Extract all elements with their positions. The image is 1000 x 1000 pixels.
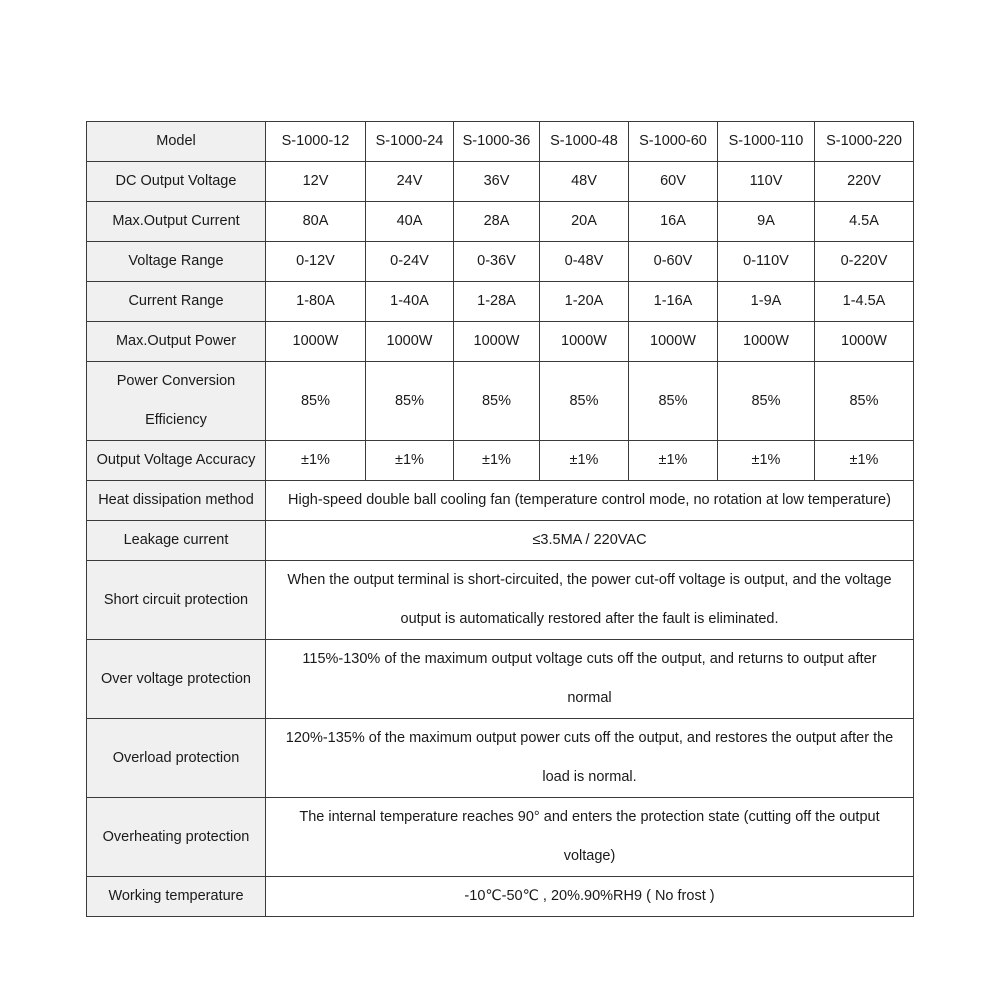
- spec-text-cell: [266, 561, 914, 640]
- value-cell: 0-60V: [629, 242, 718, 282]
- model-cell: S-1000-12: [266, 122, 366, 162]
- spec-text-line: load is normal.: [542, 769, 637, 785]
- row-label: Heat dissipation method: [87, 481, 266, 521]
- model-cell: S-1000-24: [366, 122, 454, 162]
- spec-text-line: When the output terminal is short-circuited, the power cut-off voltage is output, and the voltage: [287, 572, 892, 588]
- row-over-voltage-protection: [87, 640, 914, 719]
- value-cell: 85%: [718, 362, 815, 441]
- row-label: Output Voltage Accuracy: [87, 441, 266, 481]
- row-max-output-current: [87, 202, 914, 242]
- row-leakage-current: [87, 521, 914, 561]
- value-cell: 85%: [366, 362, 454, 441]
- value-cell: 48V: [540, 162, 629, 202]
- value-cell: 85%: [540, 362, 629, 441]
- spec-text-cell: [266, 719, 914, 798]
- value-cell: 24V: [366, 162, 454, 202]
- row-label: Short circuit protection: [87, 561, 266, 640]
- value-cell: 80A: [266, 202, 366, 242]
- row-power-conversion-efficiency: [87, 362, 914, 441]
- row-heat-dissipation-method: [87, 481, 914, 521]
- value-cell: 85%: [815, 362, 914, 441]
- row-label: Model: [87, 122, 266, 162]
- value-cell: ±1%: [629, 441, 718, 481]
- value-cell: ±1%: [718, 441, 815, 481]
- spec-text-cell: [266, 521, 914, 561]
- value-cell: 60V: [629, 162, 718, 202]
- spec-text-line: output is automatically restored after the fault is eliminated.: [400, 611, 779, 627]
- value-cell: 1-80A: [266, 282, 366, 322]
- model-cell: S-1000-60: [629, 122, 718, 162]
- row-label: Over voltage protection: [87, 640, 266, 719]
- spec-text-cell: [266, 640, 914, 719]
- spec-text-cell: [266, 481, 914, 521]
- row-max-output-power: [87, 322, 914, 362]
- value-cell: 1000W: [718, 322, 815, 362]
- row-label: Leakage current: [87, 521, 266, 561]
- spec-text-line: High-speed double ball cooling fan (temperature control mode, no rotation at low temperature): [288, 492, 891, 508]
- model-cell: S-1000-220: [815, 122, 914, 162]
- spec-text-line: voltage): [563, 848, 616, 864]
- row-overload-protection: [87, 719, 914, 798]
- value-cell: ±1%: [366, 441, 454, 481]
- row-model: [87, 122, 914, 162]
- row-working-temperature: [87, 877, 914, 917]
- spec-text-line: The internal temperature reaches 90° and enters the protection state (cutting off the output: [299, 809, 880, 825]
- value-cell: ±1%: [454, 441, 540, 481]
- value-cell: 1-20A: [540, 282, 629, 322]
- value-cell: 1000W: [815, 322, 914, 362]
- spec-text-line: normal: [567, 690, 612, 706]
- value-cell: 28A: [454, 202, 540, 242]
- value-cell: 1000W: [454, 322, 540, 362]
- row-label: [87, 362, 266, 441]
- value-cell: 1000W: [540, 322, 629, 362]
- row-dc-output-voltage: [87, 162, 914, 202]
- row-output-voltage-accuracy: [87, 441, 914, 481]
- row-voltage-range: [87, 242, 914, 282]
- value-cell: 0-36V: [454, 242, 540, 282]
- value-cell: 1-16A: [629, 282, 718, 322]
- row-label-line: Efficiency: [145, 412, 207, 428]
- value-cell: 0-12V: [266, 242, 366, 282]
- model-cell: S-1000-48: [540, 122, 629, 162]
- model-cell: S-1000-110: [718, 122, 815, 162]
- value-cell: 1-4.5A: [815, 282, 914, 322]
- value-cell: ±1%: [815, 441, 914, 481]
- value-cell: ±1%: [540, 441, 629, 481]
- value-cell: 1000W: [629, 322, 718, 362]
- spec-table: [86, 121, 914, 917]
- value-cell: 85%: [266, 362, 366, 441]
- value-cell: 1-28A: [454, 282, 540, 322]
- row-current-range: [87, 282, 914, 322]
- row-label: Max.Output Power: [87, 322, 266, 362]
- value-cell: 85%: [454, 362, 540, 441]
- row-label: DC Output Voltage: [87, 162, 266, 202]
- value-cell: 20A: [540, 202, 629, 242]
- spec-text-cell: [266, 877, 914, 917]
- row-label: Working temperature: [87, 877, 266, 917]
- row-label: Max.Output Current: [87, 202, 266, 242]
- spec-text-line: ≤3.5MA / 220VAC: [532, 532, 647, 548]
- value-cell: 40A: [366, 202, 454, 242]
- model-cell: S-1000-36: [454, 122, 540, 162]
- value-cell: 1-40A: [366, 282, 454, 322]
- value-cell: 16A: [629, 202, 718, 242]
- value-cell: 220V: [815, 162, 914, 202]
- value-cell: 36V: [454, 162, 540, 202]
- value-cell: 85%: [629, 362, 718, 441]
- row-short-circuit-protection: [87, 561, 914, 640]
- value-cell: 0-48V: [540, 242, 629, 282]
- value-cell: 4.5A: [815, 202, 914, 242]
- value-cell: 110V: [718, 162, 815, 202]
- value-cell: 0-110V: [718, 242, 815, 282]
- spec-text-line: -10℃-50℃ , 20%.90%RH9 ( No frost ): [464, 888, 715, 904]
- row-overheating-protection: [87, 798, 914, 877]
- value-cell: 0-24V: [366, 242, 454, 282]
- row-label: Overheating protection: [87, 798, 266, 877]
- row-label: Current Range: [87, 282, 266, 322]
- value-cell: 1000W: [266, 322, 366, 362]
- value-cell: ±1%: [266, 441, 366, 481]
- value-cell: 12V: [266, 162, 366, 202]
- value-cell: 9A: [718, 202, 815, 242]
- row-label: Overload protection: [87, 719, 266, 798]
- row-label-line: Power Conversion: [116, 373, 236, 389]
- spec-text-line: 115%-130% of the maximum output voltage cuts off the output, and returns to output after: [302, 651, 877, 667]
- value-cell: 1000W: [366, 322, 454, 362]
- row-label: Voltage Range: [87, 242, 266, 282]
- spec-text-line: 120%-135% of the maximum output power cuts off the output, and restores the output after the: [285, 730, 894, 746]
- value-cell: 1-9A: [718, 282, 815, 322]
- spec-text-cell: [266, 798, 914, 877]
- value-cell: 0-220V: [815, 242, 914, 282]
